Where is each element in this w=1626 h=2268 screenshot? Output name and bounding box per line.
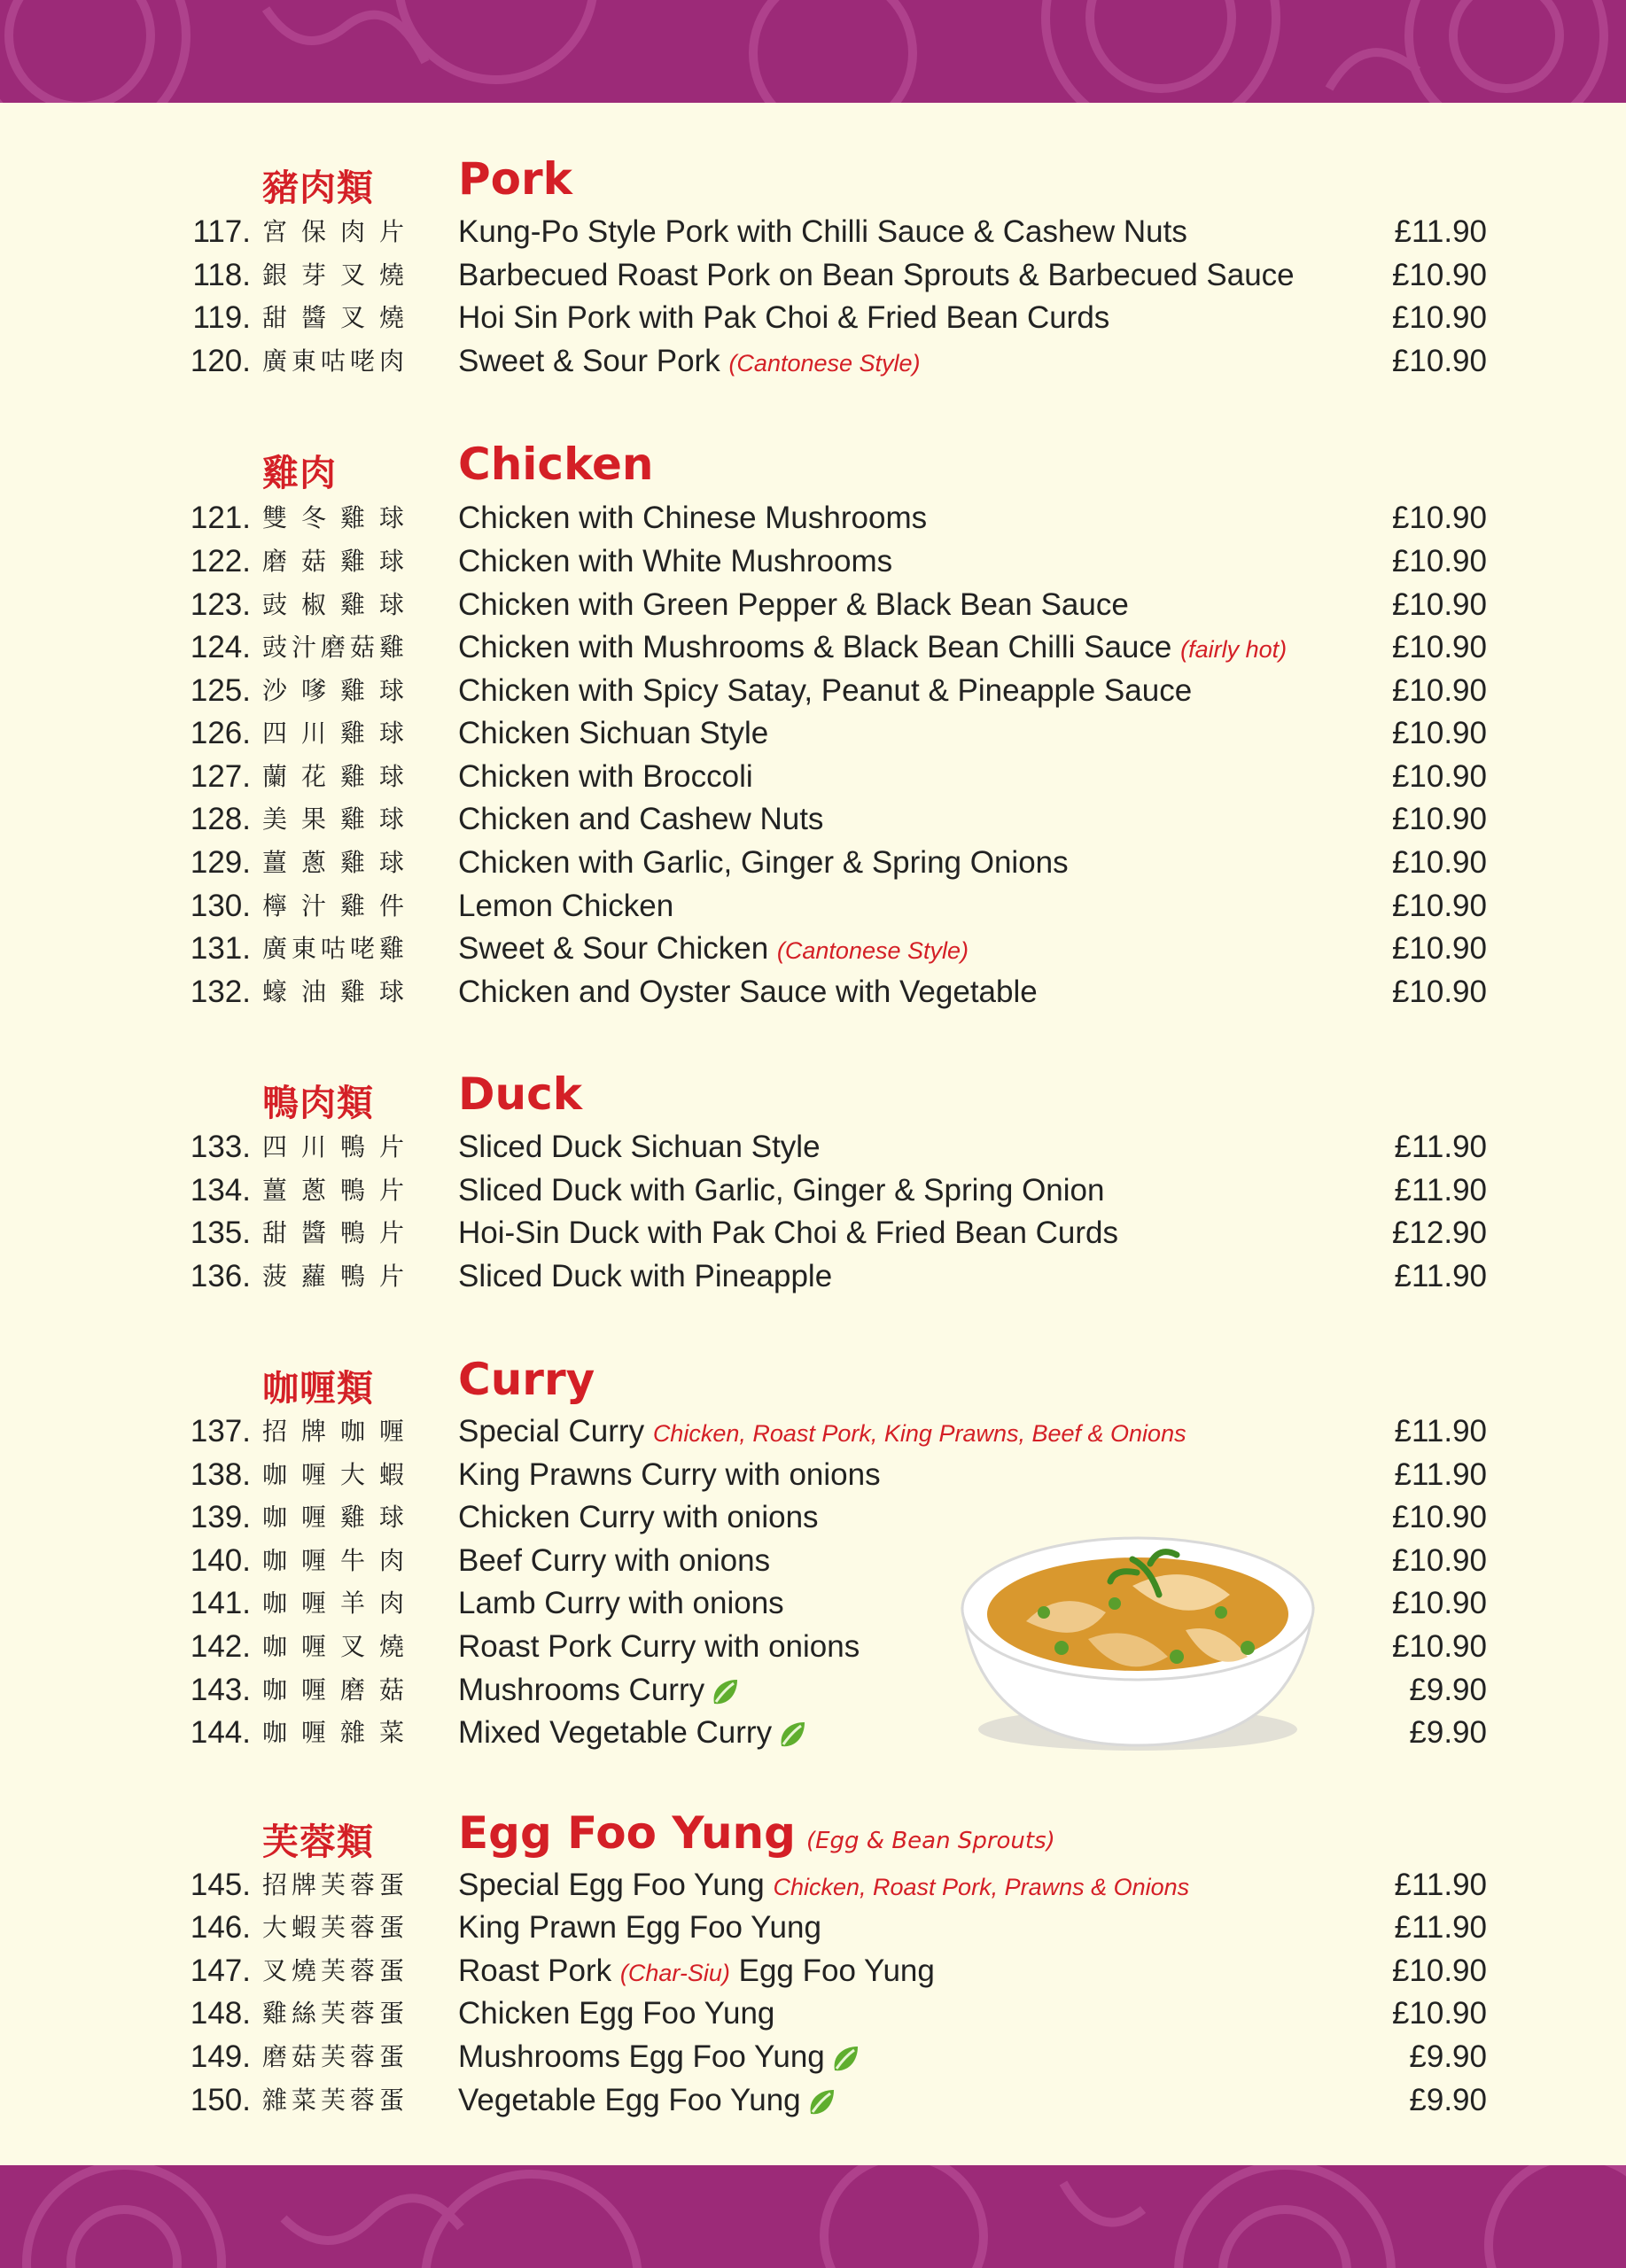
item-chinese-name: 咖喱牛肉 <box>262 1546 404 1575</box>
item-english-text: Mushrooms Egg Foo Yung <box>458 2039 825 2074</box>
section-title-chinese: 咖喱類 <box>262 1367 374 1410</box>
item-number: 140. <box>190 1543 251 1578</box>
section-title-chinese: 芙蓉類 <box>262 1821 374 1863</box>
item-number: 118. <box>192 258 251 292</box>
item-english-name <box>458 340 921 384</box>
section-header-egg-foo-yung <box>0 1809 1626 1866</box>
item-price: £10.90 <box>1391 1953 1487 1988</box>
item-number: 122. <box>190 544 251 579</box>
item-chinese-name: 咖喱雜菜 <box>262 1718 404 1747</box>
item-chinese-name: 廣東咕咾肉 <box>262 346 404 376</box>
item-english-name: Lamb Curry with onions <box>458 1586 784 1620</box>
item-english-name: Hoi-Sin Duck with Pak Choi & Fried Bean Curds <box>458 1216 1119 1250</box>
section-header-pork <box>0 155 1626 212</box>
item-english-name <box>458 1712 807 1754</box>
item-english-name: Chicken Sichuan Style <box>458 716 769 750</box>
menu-item <box>0 928 1626 970</box>
menu-item <box>0 1454 1626 1496</box>
menu-item <box>0 1126 1626 1169</box>
menu-item <box>0 1410 1626 1453</box>
item-english-text: Special Curry <box>458 1414 645 1449</box>
section-header-duck <box>0 1070 1626 1127</box>
section-title-english <box>458 153 572 205</box>
section-title-chinese: 雞肉 <box>262 452 337 494</box>
item-number: 150. <box>190 2083 251 2117</box>
item-chinese-name: 美果雞球 <box>262 804 404 834</box>
item-price: £11.90 <box>1394 1457 1487 1492</box>
item-number: 127. <box>190 759 251 794</box>
section-header-chicken <box>0 440 1626 497</box>
item-number: 143. <box>190 1673 251 1707</box>
menu-item <box>0 1950 1626 1992</box>
item-number: 145. <box>190 1868 251 1902</box>
item-english-text: Roast Pork <box>458 1953 612 1988</box>
menu-item <box>0 1212 1626 1254</box>
item-number: 126. <box>190 716 251 750</box>
item-number: 139. <box>190 1500 251 1534</box>
item-english-text: Sweet & Sour Chicken <box>458 931 769 966</box>
item-chinese-name: 雙冬雞球 <box>262 503 404 532</box>
menu-item <box>0 211 1626 253</box>
item-english-text: Vegetable Egg Foo Yung <box>458 2083 801 2117</box>
item-number: 119. <box>192 300 251 335</box>
menu-item <box>0 1992 1626 2035</box>
item-note: (Cantonese Style) <box>728 350 921 377</box>
item-english-name: Sliced Duck with Pineapple <box>458 1259 833 1293</box>
item-chinese-name: 銀芽叉燒 <box>262 260 404 290</box>
item-english-name <box>458 2036 860 2078</box>
item-chinese-name: 菠蘿鴨片 <box>262 1262 404 1291</box>
menu-item <box>0 340 1626 383</box>
item-number: 149. <box>190 2039 251 2074</box>
menu-item <box>0 1907 1626 1949</box>
item-chinese-name: 宮保肉片 <box>262 217 404 246</box>
item-price: £11.90 <box>1394 1868 1487 1902</box>
menu-item <box>0 1582 1626 1625</box>
item-chinese-name: 薑蔥雞球 <box>262 848 404 877</box>
item-english-name <box>458 928 969 972</box>
menu-item <box>0 798 1626 841</box>
item-number: 120. <box>190 344 251 378</box>
item-number: 121. <box>190 501 251 535</box>
section-title-chinese: 豬肉類 <box>262 167 374 209</box>
item-price: £12.90 <box>1391 1216 1487 1250</box>
item-chinese-name: 豉汁磨菇雞 <box>262 633 404 662</box>
item-chinese-name: 檸汁雞件 <box>262 891 404 920</box>
vegetarian-leaf-icon <box>710 1677 740 1707</box>
item-chinese-name: 蠔油雞球 <box>262 977 404 1006</box>
item-note: Chicken, Roast Pork, King Prawns, Beef & Onions <box>652 1420 1186 1447</box>
item-number: 117. <box>192 214 251 249</box>
menu-item <box>0 756 1626 798</box>
item-number: 137. <box>190 1414 251 1449</box>
section-title-text: Chicken <box>458 439 654 490</box>
item-price: £10.90 <box>1391 501 1487 535</box>
item-english-name: Sliced Duck Sichuan Style <box>458 1130 821 1164</box>
item-english-name: Chicken Curry with onions <box>458 1500 819 1534</box>
item-english-text: Mixed Vegetable Curry <box>458 1715 773 1750</box>
item-chinese-name: 咖喱羊肉 <box>262 1588 404 1618</box>
item-chinese-name: 薑蔥鴨片 <box>262 1176 404 1205</box>
item-english-name: Roast Pork Curry with onions <box>458 1629 860 1664</box>
item-price: £10.90 <box>1391 1629 1487 1664</box>
item-price: £9.90 <box>1409 2083 1487 2117</box>
menu-item <box>0 670 1626 712</box>
section-title-note: (Egg & Bean Sprouts) <box>805 1828 1055 1854</box>
item-english-name: Beef Curry with onions <box>458 1543 771 1578</box>
item-chinese-name: 四川雞球 <box>262 718 404 748</box>
item-number: 134. <box>190 1173 251 1208</box>
menu-item <box>0 842 1626 884</box>
item-english-text-after: Egg Foo Yung <box>738 1953 935 1988</box>
menu-item <box>0 1626 1626 1668</box>
item-price: £10.90 <box>1391 802 1487 836</box>
item-number: 141. <box>190 1586 251 1620</box>
item-price: £11.90 <box>1394 1130 1487 1164</box>
menu-item <box>0 540 1626 583</box>
item-english-text: Mushrooms Curry <box>458 1673 705 1707</box>
item-english-name: Chicken with White Mushrooms <box>458 544 893 579</box>
item-price: £10.90 <box>1391 845 1487 880</box>
menu-item <box>0 297 1626 339</box>
item-english-name: Chicken with Green Pepper & Black Bean Sauce <box>458 587 1129 622</box>
item-number: 147. <box>190 1953 251 1988</box>
item-number: 144. <box>190 1715 251 1750</box>
footer-decorative-band <box>0 2165 1626 2268</box>
menu-item <box>0 1540 1626 1582</box>
vegetarian-leaf-icon <box>830 2044 860 2074</box>
menu-item <box>0 497 1626 540</box>
item-chinese-name: 磨菇雞球 <box>262 547 404 576</box>
item-inline-note: (Char-Siu) <box>619 1960 730 1986</box>
section-title-english <box>458 1354 595 1405</box>
item-number: 138. <box>190 1457 251 1492</box>
item-number: 135. <box>190 1216 251 1250</box>
item-price: £10.90 <box>1391 673 1487 708</box>
section-title-english <box>458 1068 582 1120</box>
item-price: £10.90 <box>1391 587 1487 622</box>
item-chinese-name: 招牌咖喱 <box>262 1417 404 1446</box>
curry-dish-image <box>955 1524 1320 1756</box>
item-number: 146. <box>190 1910 251 1945</box>
item-english-name <box>458 2079 836 2122</box>
item-note: (fairly hot) <box>1180 636 1288 663</box>
item-number: 128. <box>190 802 251 836</box>
item-price: £10.90 <box>1391 1543 1487 1578</box>
item-price: £10.90 <box>1391 931 1487 966</box>
menu-item <box>0 1712 1626 1754</box>
section-header-curry <box>0 1355 1626 1412</box>
item-english-text: Sweet & Sour Pork <box>458 344 720 378</box>
menu-item <box>0 1496 1626 1539</box>
menu-item <box>0 254 1626 297</box>
item-price: £11.90 <box>1394 1259 1487 1293</box>
menu-item <box>0 1864 1626 1907</box>
item-number: 125. <box>190 673 251 708</box>
item-chinese-name: 大蝦芙蓉蛋 <box>262 1913 404 1942</box>
header-decorative-band <box>0 0 1626 103</box>
item-chinese-name: 招牌芙蓉蛋 <box>262 1870 404 1899</box>
item-price: £10.90 <box>1391 1586 1487 1620</box>
item-price: £9.90 <box>1409 1673 1487 1707</box>
item-number: 131. <box>190 931 251 966</box>
item-chinese-name: 沙嗲雞球 <box>262 676 404 705</box>
item-number: 142. <box>190 1629 251 1664</box>
item-chinese-name: 甜醬鴨片 <box>262 1218 404 1247</box>
item-english-text: Special Egg Foo Yung <box>458 1868 765 1902</box>
menu-item <box>0 2079 1626 2122</box>
item-chinese-name: 豉椒雞球 <box>262 590 404 619</box>
item-english-name: Chicken with Chinese Mushrooms <box>458 501 928 535</box>
item-number: 133. <box>190 1130 251 1164</box>
item-price: £10.90 <box>1391 975 1487 1009</box>
vegetarian-leaf-icon <box>806 2087 836 2117</box>
item-chinese-name: 廣東咕咾雞 <box>262 934 404 963</box>
item-english-name: King Prawn Egg Foo Yung <box>458 1910 821 1945</box>
item-chinese-name: 磨菇芙蓉蛋 <box>262 2042 404 2071</box>
item-chinese-name: 叉燒芙蓉蛋 <box>262 1956 404 1985</box>
item-number: 136. <box>190 1259 251 1293</box>
item-price: £9.90 <box>1409 1715 1487 1750</box>
item-chinese-name: 咖喱雞球 <box>262 1503 404 1532</box>
menu-item <box>0 971 1626 1014</box>
item-english-name <box>458 1950 935 1994</box>
item-chinese-name: 蘭花雞球 <box>262 762 404 791</box>
section-title-english <box>458 439 653 490</box>
item-price: £10.90 <box>1391 300 1487 335</box>
section-title-text: Egg Foo Yung <box>458 1807 796 1859</box>
item-number: 132. <box>190 975 251 1009</box>
item-english-name: Chicken and Oyster Sauce with Vegetable <box>458 975 1038 1009</box>
menu-item <box>0 1169 1626 1212</box>
item-price: £10.90 <box>1391 889 1487 923</box>
item-english-name: Kung-Po Style Pork with Chilli Sauce & Cashew Nuts <box>458 214 1187 249</box>
item-price: £10.90 <box>1391 258 1487 292</box>
menu-item <box>0 584 1626 626</box>
item-price: £10.90 <box>1391 544 1487 579</box>
item-english-name: Chicken with Garlic, Ginger & Spring Onions <box>458 845 1069 880</box>
item-chinese-name: 雜菜芙蓉蛋 <box>262 2085 404 2115</box>
item-english-name: Chicken with Spicy Satay, Peanut & Pineapple Sauce <box>458 673 1193 708</box>
item-chinese-name: 四川鴨片 <box>262 1132 404 1161</box>
item-chinese-name: 雞絲芙蓉蛋 <box>262 1999 404 2028</box>
item-english-name: Lemon Chicken <box>458 889 674 923</box>
section-title-text: Curry <box>458 1354 595 1405</box>
item-number: 130. <box>190 889 251 923</box>
item-chinese-name: 咖喱叉燒 <box>262 1632 404 1661</box>
menu-item <box>0 626 1626 669</box>
menu-item <box>0 1669 1626 1712</box>
item-english-name: Barbecued Roast Pork on Bean Sprouts & Barbecued Sauce <box>458 258 1295 292</box>
item-price: £10.90 <box>1391 1500 1487 1534</box>
item-english-name: Hoi Sin Pork with Pak Choi & Fried Bean Curds <box>458 300 1110 335</box>
item-english-name <box>458 1864 1189 1908</box>
section-title-text: Pork <box>458 153 572 205</box>
section-title-english <box>458 1807 1055 1859</box>
item-english-name: Chicken with Broccoli <box>458 759 753 794</box>
item-chinese-name: 咖喱磨菇 <box>262 1675 404 1705</box>
menu-item <box>0 2036 1626 2078</box>
item-price: £10.90 <box>1391 1996 1487 2031</box>
item-price: £11.90 <box>1394 1173 1487 1208</box>
item-chinese-name: 甜醬叉燒 <box>262 303 404 332</box>
section-title-text: Duck <box>458 1068 582 1120</box>
item-price: £11.90 <box>1394 214 1487 249</box>
menu-item <box>0 712 1626 755</box>
ornament-pattern-icon <box>0 2165 1626 2268</box>
item-number: 148. <box>190 1996 251 2031</box>
menu-item <box>0 885 1626 928</box>
ornament-pattern-icon <box>0 0 1626 103</box>
item-note: (Cantonese Style) <box>776 937 969 964</box>
item-english-name: Chicken Egg Foo Yung <box>458 1996 775 2031</box>
section-title-chinese: 鴨肉類 <box>262 1082 374 1124</box>
item-price: £11.90 <box>1394 1910 1487 1945</box>
item-english-name <box>458 1410 1186 1455</box>
item-english-name: Sliced Duck with Garlic, Ginger & Spring Onion <box>458 1173 1105 1208</box>
item-chinese-name: 咖喱大蝦 <box>262 1460 404 1489</box>
item-price: £10.90 <box>1391 344 1487 378</box>
item-english-name: Chicken and Cashew Nuts <box>458 802 824 836</box>
item-price: £10.90 <box>1391 630 1487 664</box>
item-english-name <box>458 1669 740 1712</box>
item-note: Chicken, Roast Pork, Prawns & Onions <box>773 1874 1190 1900</box>
item-number: 124. <box>190 630 251 664</box>
item-english-name <box>458 626 1287 671</box>
item-price: £9.90 <box>1409 2039 1487 2074</box>
item-english-text: Chicken with Mushrooms & Black Bean Chilli Sauce <box>458 630 1172 664</box>
item-english-name: King Prawns Curry with onions <box>458 1457 881 1492</box>
item-price: £11.90 <box>1394 1414 1487 1449</box>
item-number: 123. <box>190 587 251 622</box>
item-price: £10.90 <box>1391 716 1487 750</box>
item-number: 129. <box>190 845 251 880</box>
menu-item <box>0 1255 1626 1298</box>
item-price: £10.90 <box>1391 759 1487 794</box>
vegetarian-leaf-icon <box>777 1720 807 1750</box>
